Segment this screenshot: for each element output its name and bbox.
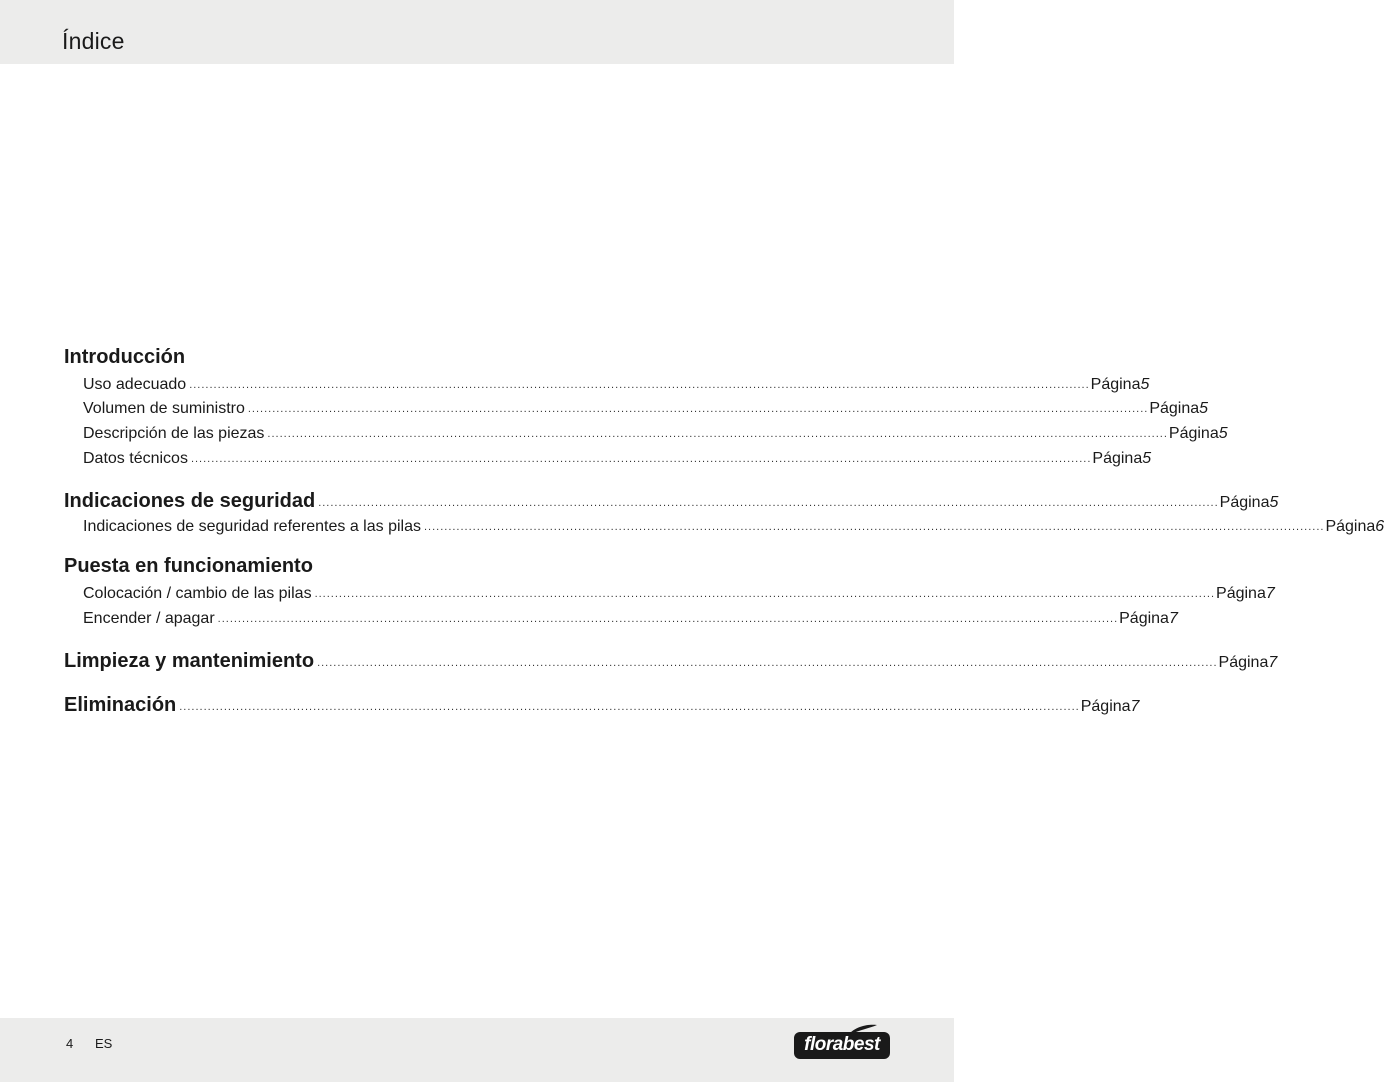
entry-label: Encender / apagar — [83, 609, 215, 627]
page-number: 5 — [1199, 400, 1209, 418]
entry-label: Colocación / cambio de las pilas — [83, 585, 312, 603]
toc-entry[interactable] — [64, 579, 1275, 604]
entry-label: Datos técnicos — [83, 449, 188, 467]
entry-label: Volumen de suministro — [83, 400, 245, 418]
page-number: 5 — [1142, 449, 1152, 467]
page-word: Página — [1218, 653, 1269, 671]
page-word: Página — [1092, 449, 1143, 467]
entry-label: Indicaciones de seguridad referentes a las pilas — [83, 518, 421, 536]
section-heading-safety: Indicaciones de seguridad — [64, 489, 316, 512]
toc-entry[interactable] — [64, 419, 1228, 444]
entry-label: Descripción de las piezas — [83, 425, 265, 443]
page-word: Página — [1080, 697, 1131, 715]
section-heading-intro: Introducción — [64, 346, 186, 368]
table-of-contents — [64, 344, 1384, 733]
toc-entry[interactable] — [64, 513, 1384, 538]
toc-section-disposal — [64, 689, 1140, 717]
toc-section-intro — [64, 344, 1228, 469]
toc-section-safety — [64, 485, 1384, 538]
section-heading-cleaning: Limpieza y mantenimiento — [64, 649, 315, 672]
toc-section-cleaning — [64, 645, 1278, 673]
logo-wordmark: florabest — [804, 1034, 880, 1055]
footer-language: ES — [95, 1036, 113, 1051]
page-number: 7 — [1168, 609, 1178, 627]
page-number: 7 — [1265, 585, 1275, 603]
section-heading-startup: Puesta en funcionamiento — [64, 555, 313, 578]
toc-entry[interactable] — [64, 604, 1178, 629]
page-word: Página — [1168, 425, 1219, 443]
page-number: 5 — [1140, 375, 1150, 393]
toc-entry[interactable] — [64, 370, 1150, 395]
page-number: 6 — [1375, 518, 1384, 536]
toc-entry-main[interactable] — [64, 645, 1278, 673]
page-word: Página — [1216, 585, 1266, 603]
page-word: Página — [1219, 493, 1270, 511]
dot-leader: .............................................................................................................................................................................................................................. — [179, 700, 1080, 713]
dot-leader: .............................................................................................................................................................................................................................. — [267, 428, 1168, 441]
dot-leader: .............................................................................................................................................................................................................................. — [190, 452, 1092, 465]
toc-section-startup — [64, 553, 1275, 628]
page-word: Página — [1149, 400, 1200, 418]
page-word: Página — [1325, 518, 1376, 536]
page-word: Página — [1090, 375, 1141, 393]
page-title: Índice — [62, 28, 125, 54]
toc-entry-main[interactable] — [64, 485, 1279, 513]
dot-leader: .............................................................................................................................................................................................................................. — [318, 496, 1219, 509]
dot-leader: .............................................................................................................................................................................................................................. — [317, 656, 1218, 669]
page-number: 7 — [1130, 697, 1140, 715]
dot-leader: .............................................................................................................................................................................................................................. — [217, 612, 1119, 625]
dot-leader: .............................................................................................................................................................................................................................. — [423, 521, 1325, 534]
toc-entry[interactable] — [64, 395, 1209, 420]
section-heading-disposal: Eliminación — [64, 693, 177, 716]
header-band — [0, 0, 954, 64]
dot-leader: .............................................................................................................................................................................................................................. — [189, 378, 1090, 391]
page-number: 5 — [1269, 493, 1279, 511]
footer-page-number: 4 — [66, 1036, 74, 1051]
entry-label: Uso adecuado — [83, 375, 187, 393]
toc-entry-main[interactable] — [64, 689, 1140, 717]
page-number: 7 — [1268, 653, 1278, 671]
page-word: Página — [1119, 609, 1169, 627]
florabest-logo — [794, 1024, 890, 1062]
dot-leader: .............................................................................................................................................................................................................................. — [314, 588, 1216, 601]
dot-leader: .............................................................................................................................................................................................................................. — [247, 403, 1149, 416]
page-number: 5 — [1218, 425, 1228, 443]
toc-entry[interactable] — [64, 444, 1152, 469]
